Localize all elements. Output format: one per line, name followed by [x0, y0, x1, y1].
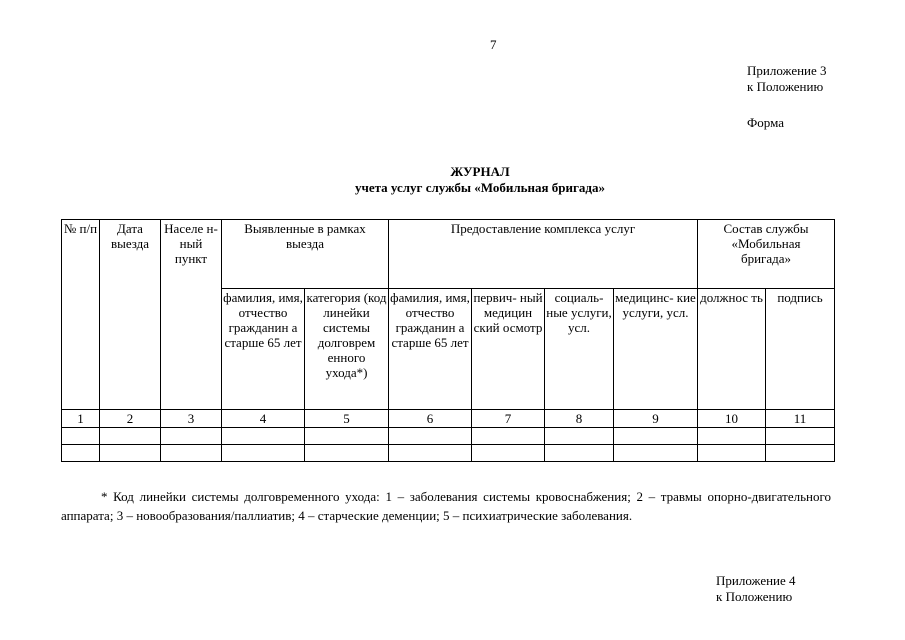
empty-cell[interactable]	[545, 428, 614, 445]
header-staff	[698, 220, 835, 289]
column-number: 11	[766, 410, 835, 428]
empty-cell[interactable]	[614, 445, 698, 462]
title-line-1: ЖУРНАЛ	[450, 164, 510, 179]
empty-table-row	[62, 445, 835, 462]
header-settlement: Населе н-ный пункт	[161, 220, 222, 410]
subheader-services-medical: медицинс- кие услуги, усл.	[614, 289, 698, 410]
empty-cell[interactable]	[614, 428, 698, 445]
column-number: 7	[472, 410, 545, 428]
subheader-services-social: социаль- ные услуги, усл.	[545, 289, 614, 410]
column-number: 9	[614, 410, 698, 428]
column-number: 4	[222, 410, 305, 428]
header-date: Дата выезда	[100, 220, 161, 410]
empty-cell[interactable]	[222, 445, 305, 462]
empty-cell[interactable]	[766, 445, 835, 462]
subheader-identified-category: категория (код линейки системы долговрем енного ухода*)	[305, 289, 389, 410]
title-line-2: учета услуг службы «Мобильная бригада»	[355, 180, 605, 195]
empty-cell[interactable]	[472, 445, 545, 462]
column-number: 8	[545, 410, 614, 428]
appendix-header-bottom	[716, 573, 796, 605]
subheader-staff-position: должнос ть	[698, 289, 766, 410]
column-number: 2	[100, 410, 161, 428]
column-number: 3	[161, 410, 222, 428]
empty-cell[interactable]	[472, 428, 545, 445]
empty-cell[interactable]	[389, 445, 472, 462]
subheader-identified-name: фамилия, имя, отчество гражданин а старше 65 лет	[222, 289, 305, 410]
form-label: Форма	[747, 115, 784, 130]
appendix-header-top	[747, 63, 827, 95]
empty-cell[interactable]	[305, 428, 389, 445]
column-number-row	[62, 410, 835, 428]
empty-cell[interactable]	[62, 445, 100, 462]
column-number: 1	[62, 410, 100, 428]
empty-cell[interactable]	[161, 428, 222, 445]
empty-cell[interactable]	[766, 428, 835, 445]
empty-cell[interactable]	[161, 445, 222, 462]
appendix-title: Приложение 3	[747, 63, 827, 78]
subheader-staff-signature: подпись	[766, 289, 835, 410]
header-identified	[222, 220, 389, 289]
empty-cell[interactable]	[62, 428, 100, 445]
empty-cell[interactable]	[100, 428, 161, 445]
column-number: 10	[698, 410, 766, 428]
header-staff-text: Состав службы «Мобильная бригада»	[723, 221, 809, 266]
column-number: 6	[389, 410, 472, 428]
appendix-subtitle: к Положению	[716, 589, 793, 604]
footnote: * Код линейки системы долговременного ухода: 1 – заболевания системы кровоснабжения; 2 – травмы опорно-двигательного аппарата; 3 – новообразования/паллиатив; 4 – старческие деменции; 5 – психиатрические заболевания.	[61, 489, 831, 523]
page-number: 7	[490, 37, 497, 52]
appendix-subtitle: к Положению	[747, 79, 824, 94]
empty-cell[interactable]	[100, 445, 161, 462]
document-title	[0, 164, 905, 196]
empty-cell[interactable]	[545, 445, 614, 462]
empty-cell[interactable]	[305, 445, 389, 462]
empty-cell[interactable]	[389, 428, 472, 445]
empty-cell[interactable]	[698, 445, 766, 462]
header-services: Предоставление комплекса услуг	[389, 220, 698, 289]
subheader-services-exam: первич- ный медицин ский осмотр	[472, 289, 545, 410]
column-number: 5	[305, 410, 389, 428]
empty-cell[interactable]	[698, 428, 766, 445]
header-identified-text: Выявленные в рамках выезда	[244, 221, 366, 251]
appendix-title: Приложение 4	[716, 573, 796, 588]
empty-cell[interactable]	[222, 428, 305, 445]
journal-table	[61, 219, 835, 462]
subheader-services-name: фамилия, имя, отчество гражданин а старше 65 лет	[389, 289, 472, 410]
empty-table-row	[62, 428, 835, 445]
header-num: № п/п	[62, 220, 100, 410]
